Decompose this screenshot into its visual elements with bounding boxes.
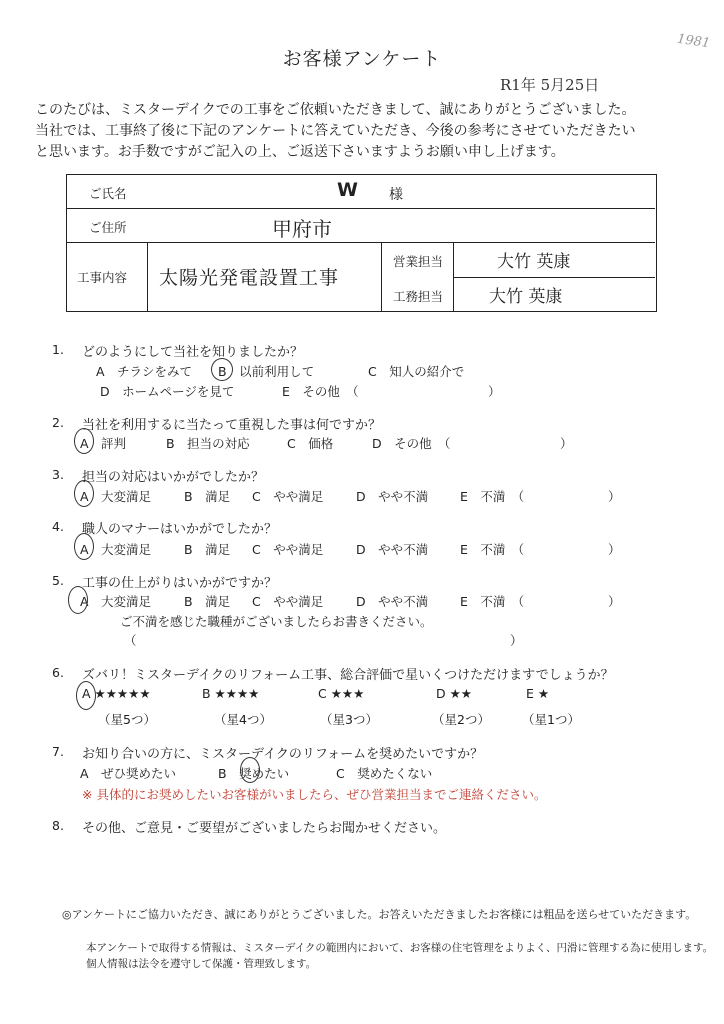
name-label: ご氏名 [89, 186, 127, 201]
q4-option-b[interactable]: B 満足 [184, 542, 231, 557]
q2-option-d[interactable]: D その他 （ [372, 436, 451, 451]
q4-option-e-close: ） [608, 542, 621, 557]
q7-note: ※ 具体的にお奨めしたいお客様がいましたら、ぜひ営業担当までご連絡ください。 [82, 787, 547, 802]
q7-selected-circle [240, 757, 260, 783]
q6-caption-d: （星2つ） [432, 712, 490, 727]
q5-option-d[interactable]: D やや不満 [356, 594, 429, 609]
q6-text: ズバリ！ミスターデイクのリフォーム工事、総合評価で星いくつけただけますでしょうか？ [82, 668, 614, 683]
q3-selected-circle [74, 480, 94, 507]
q2-text: 当社を利用するに当たって重視した事は何ですか？ [82, 418, 382, 433]
q3-text: 担当の対応はいかがでしたか？ [82, 470, 265, 485]
q5-selected-circle [68, 586, 88, 614]
address-value[interactable]: 甲府市 [272, 217, 332, 241]
q3-option-d[interactable]: D やや不満 [356, 489, 429, 504]
q3-number: 3. [52, 467, 64, 482]
q5-sub-prompt: ご不満を感じた職種がございましたらお書きください。 [120, 614, 433, 629]
engineer-label: 工務担当 [393, 289, 444, 304]
q5-option-a[interactable]: A 大変満足 [80, 594, 152, 609]
q6-option-d[interactable]: D ★★ [436, 686, 473, 701]
intro-paragraph [35, 100, 636, 163]
q5-sub-open[interactable]: （ [124, 633, 137, 648]
q6-caption-c: （星3つ） [320, 712, 378, 727]
thanks-note: ◎アンケートにご協力いただき、誠にありがとうございました。お答えいただきましたお客様には粗品を送らせていただきます。 [62, 908, 697, 921]
intro-line: と思います。お手数ですがご記入の上、ご返送下さいますようお願い申し上げます。 [35, 144, 565, 160]
sales-value[interactable]: 大竹 英康 [497, 252, 571, 272]
q1-selected-circle [211, 358, 233, 381]
q2-selected-circle [74, 428, 94, 454]
q6-option-b[interactable]: B ★★★★ [202, 686, 260, 701]
serial-number: 1981 [676, 31, 711, 52]
name-value[interactable]: W [337, 179, 358, 201]
q6-caption-b: （星4つ） [214, 712, 272, 727]
work-label: 工事内容 [77, 270, 128, 285]
q4-option-a[interactable]: A 大変満足 [80, 542, 152, 557]
q1-option-b[interactable]: B 以前利用して [218, 364, 315, 379]
privacy-line: 個人情報は法令を遵守して保護・管理致します。 [86, 958, 317, 970]
q5-option-e[interactable]: E 不満 （ [460, 594, 525, 609]
q3-option-e-close: ） [608, 489, 621, 504]
q6-option-a[interactable]: A ★★★★★ [82, 686, 151, 701]
privacy-line: 本アンケートで取得する情報は、ミスターデイクの範囲内において、お客様の住宅管理をよりよく、円滑に管理する為に使用します。 [86, 942, 714, 954]
address-label: ご住所 [89, 220, 127, 235]
q6-option-e[interactable]: E ★ [526, 686, 550, 701]
q3-option-a[interactable]: A 大変満足 [80, 489, 152, 504]
q1-option-d[interactable]: D ホームページを見て [100, 384, 235, 399]
q8-number: 8. [52, 818, 64, 833]
q6-caption-a: （星5つ） [98, 712, 156, 727]
q7-option-c[interactable]: C 奨めたくない [336, 766, 433, 781]
q2-option-d-close: ） [560, 436, 573, 451]
q6-caption-e: （星1つ） [522, 712, 580, 727]
privacy-note [86, 940, 713, 972]
q6-number: 6. [52, 665, 64, 680]
q4-text: 職人のマナーはいかがでしたか？ [82, 522, 278, 537]
q4-option-e[interactable]: E 不満 （ [460, 542, 525, 557]
q3-option-b[interactable]: B 満足 [184, 489, 231, 504]
q6-option-c[interactable]: C ★★★ [318, 686, 365, 701]
q6-selected-circle [76, 681, 96, 710]
q7-option-a[interactable]: A ぜひ奨めたい [80, 766, 177, 781]
q7-number: 7. [52, 744, 64, 759]
q4-option-c[interactable]: C やや満足 [252, 542, 324, 557]
q1-option-e-close: ） [488, 384, 501, 399]
q1-text: どのようにして当社を知りましたか？ [82, 345, 304, 360]
q7-text: お知り合いの方に、ミスターデイクのリフォームを奨めたいですか？ [82, 747, 484, 762]
q5-option-b[interactable]: B 満足 [184, 594, 231, 609]
date-written: R1年 5月25日 [500, 76, 600, 94]
q2-option-b[interactable]: B 担当の対応 [166, 436, 250, 451]
q2-option-a[interactable]: A 評判 [80, 436, 127, 451]
q1-option-a[interactable]: A チラシをみて [96, 364, 193, 379]
customer-info-table [66, 174, 657, 312]
q1-option-e[interactable]: E その他 （ [282, 384, 359, 399]
q4-selected-circle [74, 533, 94, 560]
q5-option-e-close: ） [608, 594, 621, 609]
q3-option-e[interactable]: E 不満 （ [460, 489, 525, 504]
q1-option-c[interactable]: C 知人の紹介で [368, 364, 465, 379]
q4-number: 4. [52, 519, 64, 534]
q5-number: 5. [52, 573, 64, 588]
sales-label: 営業担当 [393, 254, 444, 269]
q2-option-c[interactable]: C 価格 [287, 436, 334, 451]
page-title: お客様アンケート [282, 48, 442, 70]
name-suffix: 様 [389, 187, 403, 203]
q7-option-b[interactable]: B 奨めたい [218, 766, 290, 781]
intro-line: このたびは、ミスターデイクでの工事をご依頼いただきまして、誠にありがとうございました。 [35, 102, 636, 118]
q5-option-c[interactable]: C やや満足 [252, 594, 324, 609]
engineer-value[interactable]: 大竹 英康 [489, 287, 563, 307]
work-value[interactable]: 太陽光発電設置工事 [159, 267, 340, 289]
q4-option-d[interactable]: D やや不満 [356, 542, 429, 557]
q5-sub-close: ） [510, 633, 523, 648]
intro-line: 当社では、工事終了後に下記のアンケートに答えていただき、今後の参考にさせていただきたい [35, 123, 636, 139]
q8-text: その他、ご意見・ご要望がございましたらお聞かせください。 [82, 821, 447, 836]
q2-number: 2. [52, 415, 64, 430]
q5-text: 工事の仕上がりはいかがですか？ [82, 576, 278, 591]
q1-number: 1. [52, 342, 64, 357]
q3-option-c[interactable]: C やや満足 [252, 489, 324, 504]
